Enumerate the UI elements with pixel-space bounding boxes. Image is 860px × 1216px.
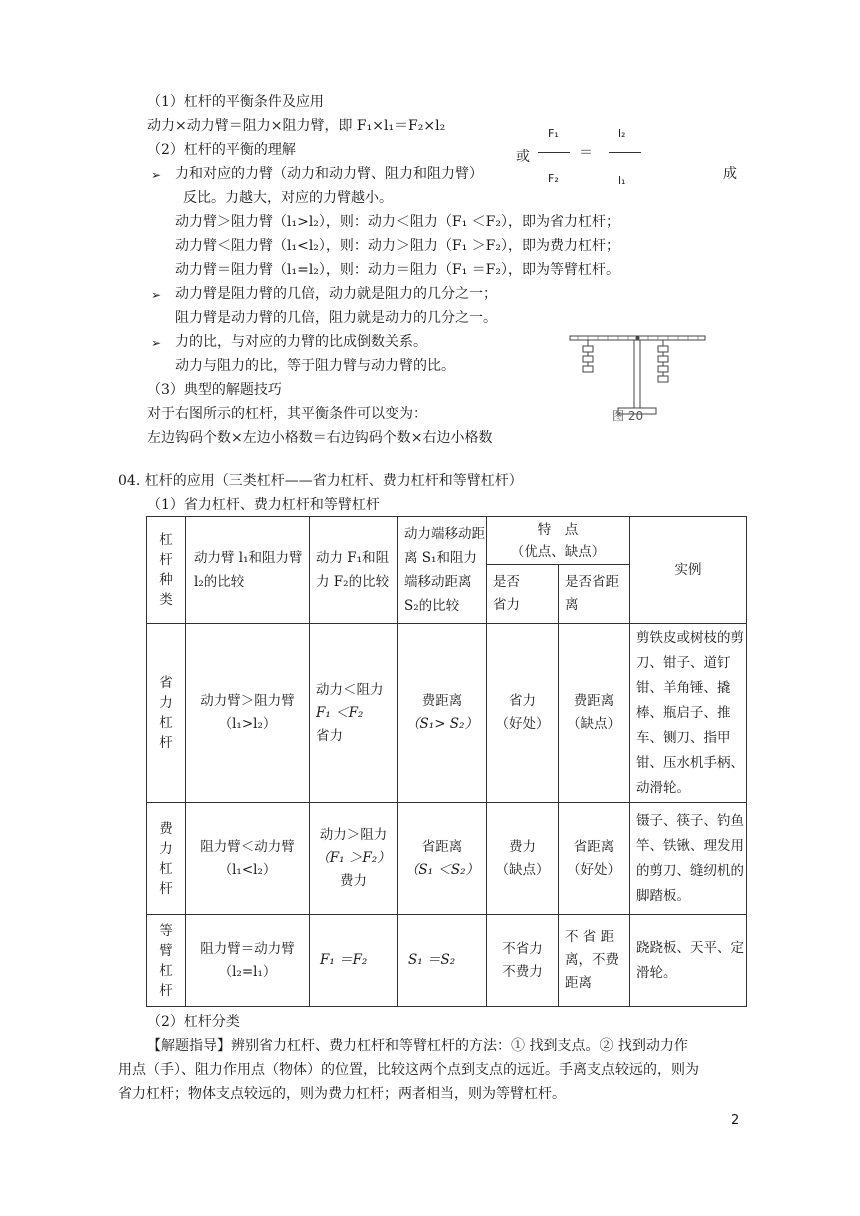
guide-line-3: 省力杠杆；物体支点较远的，则为费力杠杆；两者相当，则为等臂杠杆。	[118, 1086, 566, 1102]
heading-technique: （3）典型的解题技巧	[147, 382, 282, 398]
row-type: 等臂杠杆	[147, 915, 186, 1007]
heading-balance-condition: （1）杠杆的平衡条件及应用	[147, 94, 324, 110]
header-save-distance: 是否省距离	[559, 565, 630, 624]
guide-line-1: 【解题指导】辨别省力杠杆、费力杠杆和等臂杠杆的方法：① 找到支点。② 找到动力作	[147, 1038, 688, 1054]
header-distance-compare: 动力端移动距离 S₁和阻力端移动距离 S₂的比较	[398, 517, 487, 624]
fraction-l2: l₂	[618, 127, 626, 140]
row-examples: 剪铁皮或树枝的剪刀、钳子、道钉钳、羊角锤、撬棒、瓶启子、推车、铡刀、指甲钳、压水机手柄、动滑轮。	[630, 624, 747, 803]
section-04-title: 04. 杠杆的应用（三类杠杆——省力杠杆、费力杠杆和等臂杠杆）	[118, 473, 523, 489]
row-save-force: 费力 （缺点）	[487, 803, 559, 915]
table-row	[147, 624, 747, 803]
fraction-bar	[609, 152, 641, 153]
table-header-row	[147, 517, 747, 565]
row-distance: S₁ ＝S₂	[398, 915, 487, 1007]
heading-balance-understanding: （2）杠杆的平衡的理解	[147, 142, 296, 158]
fraction-bar	[538, 152, 570, 153]
row-force: 动力＜阻力 F₁ ＜F₂ 省力	[310, 624, 398, 803]
technique-line-2: 左边钩码个数×左边小格数＝右边钩码个数×右边小格数	[147, 430, 493, 446]
lever-comparison-table	[146, 516, 747, 1007]
row-distance: 费距离 （S₁> S₂）	[398, 624, 487, 803]
fraction-l1: l₁	[618, 174, 626, 187]
section-04-subtitle: （1）省力杠杆、费力杠杆和等臂杠杆	[147, 497, 380, 513]
row-arm: 动力臂＞阻力臂 （l₁>l₂）	[186, 624, 310, 803]
fraction-equals: ＝	[579, 145, 593, 161]
row-type: 省力杠杆	[147, 624, 186, 803]
row-save-force: 不省力 不费力	[487, 915, 559, 1007]
bullet-1-line-4: 动力臂＜阻力臂（l₁<l₂），则：动力＞阻力（F₁ ＞F₂），即为费力杠杆；	[175, 238, 621, 254]
table-row	[147, 915, 747, 1007]
technique-line-1: 对于右图所示的杠杆，其平衡条件可以变为：	[147, 406, 427, 422]
page-number: 2	[731, 1113, 740, 1128]
balance-formula: 动力×动力臂＝阻力×阻力臂，即 F₁×l₁＝F₂×l₂	[147, 118, 446, 134]
bullet-1-line-1: 力和对应的力臂（动力和动力臂、阻力和阻力臂）	[175, 166, 483, 182]
bullet-1-line-5: 动力臂＝阻力臂（l₁=l₂），则：动力＝阻力（F₁ ＝F₂），即为等臂杠杆。	[175, 262, 621, 278]
fraction-f2: F₂	[548, 172, 559, 185]
header-save-force: 是否省力	[487, 565, 559, 624]
header-lever-type: 杠杆种类	[147, 517, 186, 624]
bullet-arrow-icon: ➢	[151, 288, 162, 302]
header-force-compare: 动力 F₁和阻力 F₂的比较	[310, 517, 398, 624]
bullet-arrow-icon: ➢	[151, 336, 162, 350]
bullet-3-line-2: 动力与阻力的比，等于阻力臂与动力臂的比。	[175, 358, 455, 374]
bullet-2-line-2: 阻力臂是动力臂的几倍，阻力就是动力的几分之一。	[175, 310, 497, 326]
row-save-distance: 不 省 距离，不费距离	[559, 915, 630, 1007]
bullet-2-line-1: 动力臂是阻力臂的几倍，动力就是阻力的几分之一；	[175, 286, 497, 302]
fraction-cheng: 成	[723, 166, 737, 182]
row-type: 费力杠杆	[147, 803, 186, 915]
row-examples: 镊子、筷子、钓鱼竿、铁锹、理发用的剪刀、缝纫机的脚踏板。	[630, 803, 747, 915]
heading-classification: （2）杠杆分类	[147, 1014, 240, 1030]
row-distance: 省距离 （S₁ ＜S₂）	[398, 803, 487, 915]
table-row	[147, 803, 747, 915]
row-save-force: 省力 （好处）	[487, 624, 559, 803]
header-examples: 实例	[630, 517, 747, 624]
row-arm: 阻力臂＜动力臂 （l₁<l₂）	[186, 803, 310, 915]
row-arm: 阻力臂＝动力臂 （l₂=l₁）	[186, 915, 310, 1007]
bullet-1-line-3: 动力臂＞阻力臂（l₁>l₂），则：动力＜阻力（F₁ ＜F₂），即为省力杠杆；	[175, 214, 621, 230]
row-force: F₁ ＝F₂	[310, 915, 398, 1007]
row-save-distance: 省距离 （好处）	[559, 803, 630, 915]
bullet-3-line-1: 力的比，与对应的力臂的比成倒数关系。	[175, 334, 427, 350]
row-force: 动力＞阻力 （F₁ ＞F₂） 费力	[310, 803, 398, 915]
figure-caption: 图 20	[612, 409, 644, 423]
row-save-distance: 费距离 （缺点）	[559, 624, 630, 803]
bullet-arrow-icon: ➢	[151, 168, 162, 182]
fraction-f1: F₁	[548, 127, 559, 140]
header-features: 特 点 （优点、缺点）	[487, 517, 630, 565]
header-arm-compare: 动力臂 l₁和阻力臂 l₂的比较	[186, 517, 310, 624]
guide-line-2: 用点（手）、阻力作用点（物体）的位置，比较这两个点到支点的远近。手离支点较远的，则为	[118, 1062, 699, 1078]
bullet-1-line-2: 反比。力越大，对应的力臂越小。	[183, 190, 393, 206]
fraction-or: 或	[516, 149, 530, 165]
row-examples: 跷跷板、天平、定滑轮。	[630, 915, 747, 1007]
